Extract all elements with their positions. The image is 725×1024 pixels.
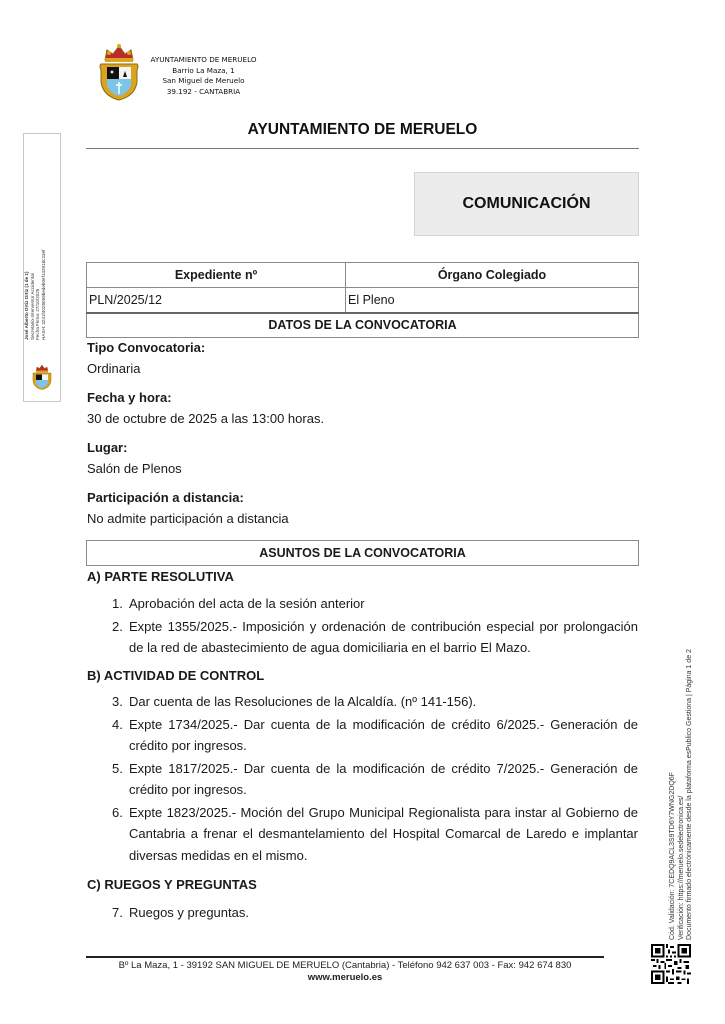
signing-platform: Documento firmado electrónicamente desde la plataforma esPublico Gestiona | Página 1 de 2 xyxy=(686,649,694,940)
page-title: AYUNTAMIENTO DE MERUELO xyxy=(247,121,478,138)
verification-url[interactable]: Verificación: https://meruelo.sedelectronica.es/ xyxy=(677,795,685,940)
item-number: 3. xyxy=(112,694,123,709)
letterhead-address xyxy=(141,55,266,97)
item-text: Expte 1355/2025.- Imposición y ordenación de contribución especial por prolongación de la red de abastecimiento de agua domiciliaria en el barrio El Mazo. xyxy=(129,618,638,655)
agenda-item xyxy=(112,593,638,615)
item-text: Expte 1734/2025.- Dar cuenta de la modificación de crédito 6/2025.- Generación de crédito por ingresos. xyxy=(129,716,638,753)
item-text: Aprobación del acta de la sesión anterior xyxy=(129,596,365,611)
item-text: Ruegos y preguntas. xyxy=(129,905,249,920)
signature-crest-icon xyxy=(31,364,53,390)
coat-of-arms-icon xyxy=(97,42,141,102)
field-label: Fecha y hora: xyxy=(87,390,172,405)
agenda-item xyxy=(112,691,638,713)
footer-address: Bº La Maza, 1 - 39192 SAN MIGUEL DE MERUELO (Cantabria) - Teléfono 942 637 003 - Fax: 942 674 830 xyxy=(118,960,572,971)
field-value: No admite participación a distancia xyxy=(87,511,289,526)
title-divider xyxy=(86,148,639,149)
validation-code: Cód. Validación: 7CEDQ9ACL3S9TD6Y7WNG2DQ6F xyxy=(669,772,676,940)
item-text: Expte 1823/2025.- Moción del Grupo Municipal Regionalista para instar al Gobierno de Cantabria a frenar el desmantelamiento del Hospital Comarcal de Laredo e implantar diversas medidas en el mismo. xyxy=(129,804,638,863)
field-value: Salón de Plenos xyxy=(87,461,182,476)
agenda-item xyxy=(112,902,638,924)
table-section-row xyxy=(87,313,639,338)
field-fecha-hora xyxy=(87,390,324,426)
item-text: Expte 1817/2025.- Dar cuenta de la modificación de crédito 7/2025.- Generación de crédito por ingresos. xyxy=(129,760,638,797)
signer-name: José Alberto Ortiz Ortiz (1 de 1) xyxy=(24,271,29,340)
section-parte-resolutiva: A) PARTE RESOLUTIVA xyxy=(87,569,234,584)
signature-details xyxy=(24,205,46,340)
section-datos-convocatoria: DATOS DE LA CONVOCATORIA xyxy=(87,313,639,338)
letterhead-org: AYUNTAMIENTO DE MERUELO xyxy=(150,55,257,64)
agenda-list-c xyxy=(112,902,638,925)
field-tipo-convocatoria xyxy=(87,340,205,376)
letterhead-address-line2: San Miguel de Meruelo xyxy=(162,76,245,85)
section-ruegos-preguntas: C) RUEGOS Y PREGUNTAS xyxy=(87,877,257,892)
agenda-item xyxy=(112,616,638,659)
letterhead xyxy=(97,42,267,104)
field-participacion xyxy=(87,490,289,526)
header-expediente: Expediente nº xyxy=(87,263,346,288)
agenda-item xyxy=(112,714,638,757)
agenda-list-b xyxy=(112,691,638,867)
footer-website-link[interactable]: www.meruelo.es xyxy=(307,972,383,983)
item-number: 1. xyxy=(112,596,123,611)
item-number: 7. xyxy=(112,905,123,920)
field-label: Tipo Convocatoria: xyxy=(87,340,206,355)
item-number: 2. xyxy=(112,618,123,634)
signature-hash: HASH: 3241f4028059bedeb0ef142918c23ef xyxy=(40,249,46,340)
table-row xyxy=(87,288,639,313)
agenda-item xyxy=(112,802,638,867)
item-number: 4. xyxy=(112,716,123,732)
field-value: Ordinaria xyxy=(87,361,141,376)
verification-info xyxy=(669,630,695,940)
qr-code-icon[interactable] xyxy=(651,944,691,984)
item-text: Dar cuenta de las Resoluciones de la Alcaldía. (nº 141-156). xyxy=(129,694,477,709)
item-number: 6. xyxy=(112,804,123,820)
letterhead-address-line1: Barrio La Maza, 1 xyxy=(172,65,235,75)
item-number: 5. xyxy=(112,760,123,776)
expediente-table xyxy=(86,262,639,338)
signature-date: Fecha Firma: 27/10/2025 xyxy=(35,288,41,340)
document-type-box: COMUNICACIÓN xyxy=(414,172,639,236)
agenda-item xyxy=(112,758,638,801)
table-header-row xyxy=(87,263,639,288)
field-label: Lugar: xyxy=(87,440,128,455)
field-value: 30 de octubre de 2025 a las 13:00 horas. xyxy=(87,411,325,426)
footer-divider xyxy=(86,956,604,958)
letterhead-address-line3: 39.192 - CANTABRIA xyxy=(166,86,241,96)
header-organo: Órgano Colegiado xyxy=(346,263,639,288)
signer-role: Secretario-Interventor Accidental xyxy=(29,273,35,340)
field-label: Participación a distancia: xyxy=(87,490,244,505)
section-actividad-control: B) ACTIVIDAD DE CONTROL xyxy=(87,668,265,683)
cell-expediente: PLN/2025/12 xyxy=(87,288,346,313)
section-asuntos-convocatoria: ASUNTOS DE LA CONVOCATORIA xyxy=(86,540,639,566)
agenda-list-a xyxy=(112,593,638,660)
cell-organo: El Pleno xyxy=(346,288,639,313)
field-lugar xyxy=(87,440,182,476)
